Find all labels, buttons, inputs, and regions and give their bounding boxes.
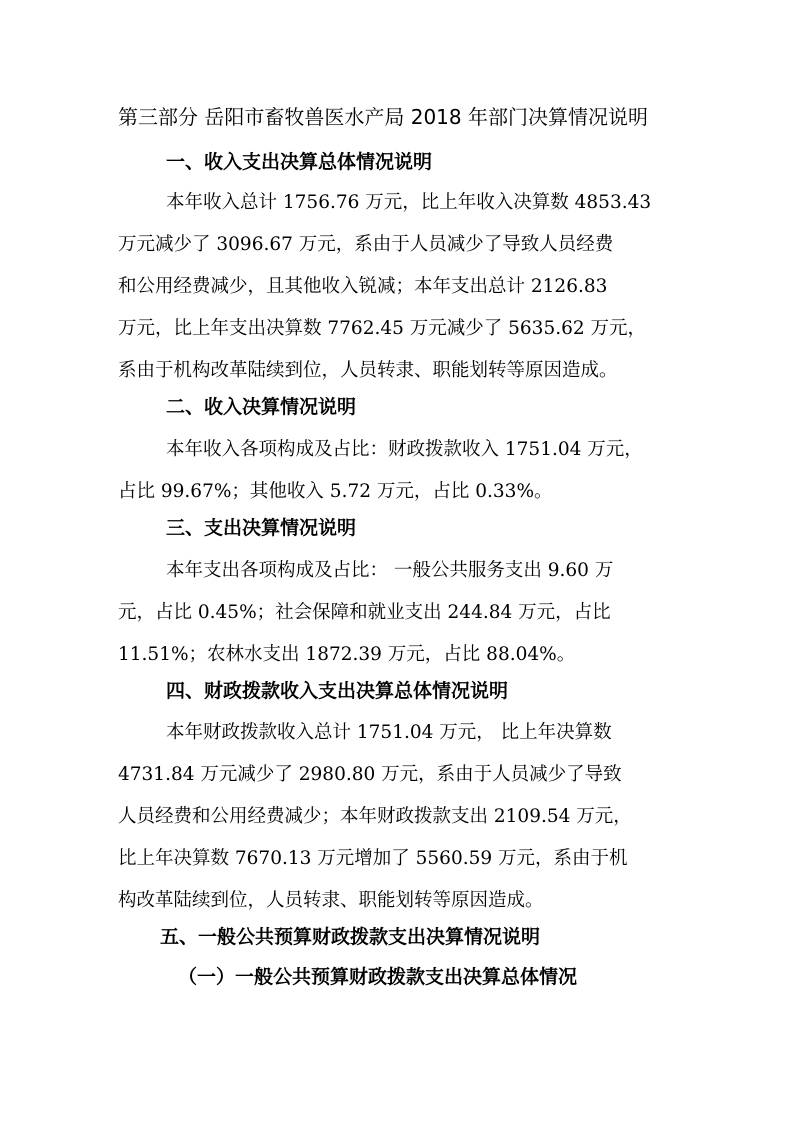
section-1-line-2: 万元减少了 3096.67 万元，系由于人员减少了导致人员经费: [118, 234, 614, 255]
section-2-heading: 二、收入决算情况说明: [166, 396, 357, 418]
section-2-line-2: 占比 99.67%；其他收入 5.72 万元，占比 0.33%。: [118, 481, 553, 502]
section-3-heading: 三、支出决算情况说明: [166, 517, 357, 539]
section-4-line-2: 4731.84 万元减少了 2980.80 万元，系由于人员减少了导致: [118, 764, 622, 785]
section-2-line-1: 本年收入各项构成及占比：财政拨款收入 1751.04 万元，: [166, 439, 643, 460]
section-1-line-5: 系由于机构改革陆续到位，人员转隶、职能划转等原因造成。: [118, 360, 618, 381]
section-5-heading: 五、一般公共预算财政拨款支出决算情况说明: [160, 926, 541, 948]
section-4-line-1: 本年财政拨款收入总计 1751.04 万元， 比上年决算数: [166, 722, 612, 743]
section-1-heading: 一、收入支出决算总体情况说明: [166, 151, 433, 173]
section-1-line-1: 本年收入总计 1756.76 万元，比上年收入决算数 4853.43: [166, 192, 652, 213]
section-4-line-4: 比上年决算数 7670.13 万元增加了 5560.59 万元，系由于机: [118, 848, 628, 869]
section-1-line-4: 万元，比上年支出决算数 7762.45 万元减少了 5635.62 万元，: [118, 318, 647, 339]
section-3-line-3: 11.51%；农林水支出 1872.39 万元，占比 88.04%。: [118, 644, 576, 665]
page-title: 第三部分 岳阳市畜牧兽医水产局 2018 年部门决算情况说明: [118, 105, 648, 129]
section-4-heading: 四、财政拨款收入支出决算总体情况说明: [166, 680, 509, 702]
section-4-line-3: 人员经费和公用经费减少；本年财政拨款支出 2109.54 万元，: [118, 806, 632, 827]
section-3-line-1: 本年支出各项构成及占比： 一般公共服务支出 9.60 万: [166, 560, 614, 581]
section-4-line-5: 构改革陆续到位，人员转隶、职能划转等原因造成。: [118, 890, 544, 911]
section-3-line-2: 元，占比 0.45%；社会保障和就业支出 244.84 万元，占比: [118, 602, 611, 623]
section-1-line-3: 和公用经费减少，且其他收入锐减；本年支出总计 2126.83: [118, 276, 608, 297]
section-5-subheading: （一）一般公共预算财政拨款支出决算总体情况: [178, 966, 578, 988]
